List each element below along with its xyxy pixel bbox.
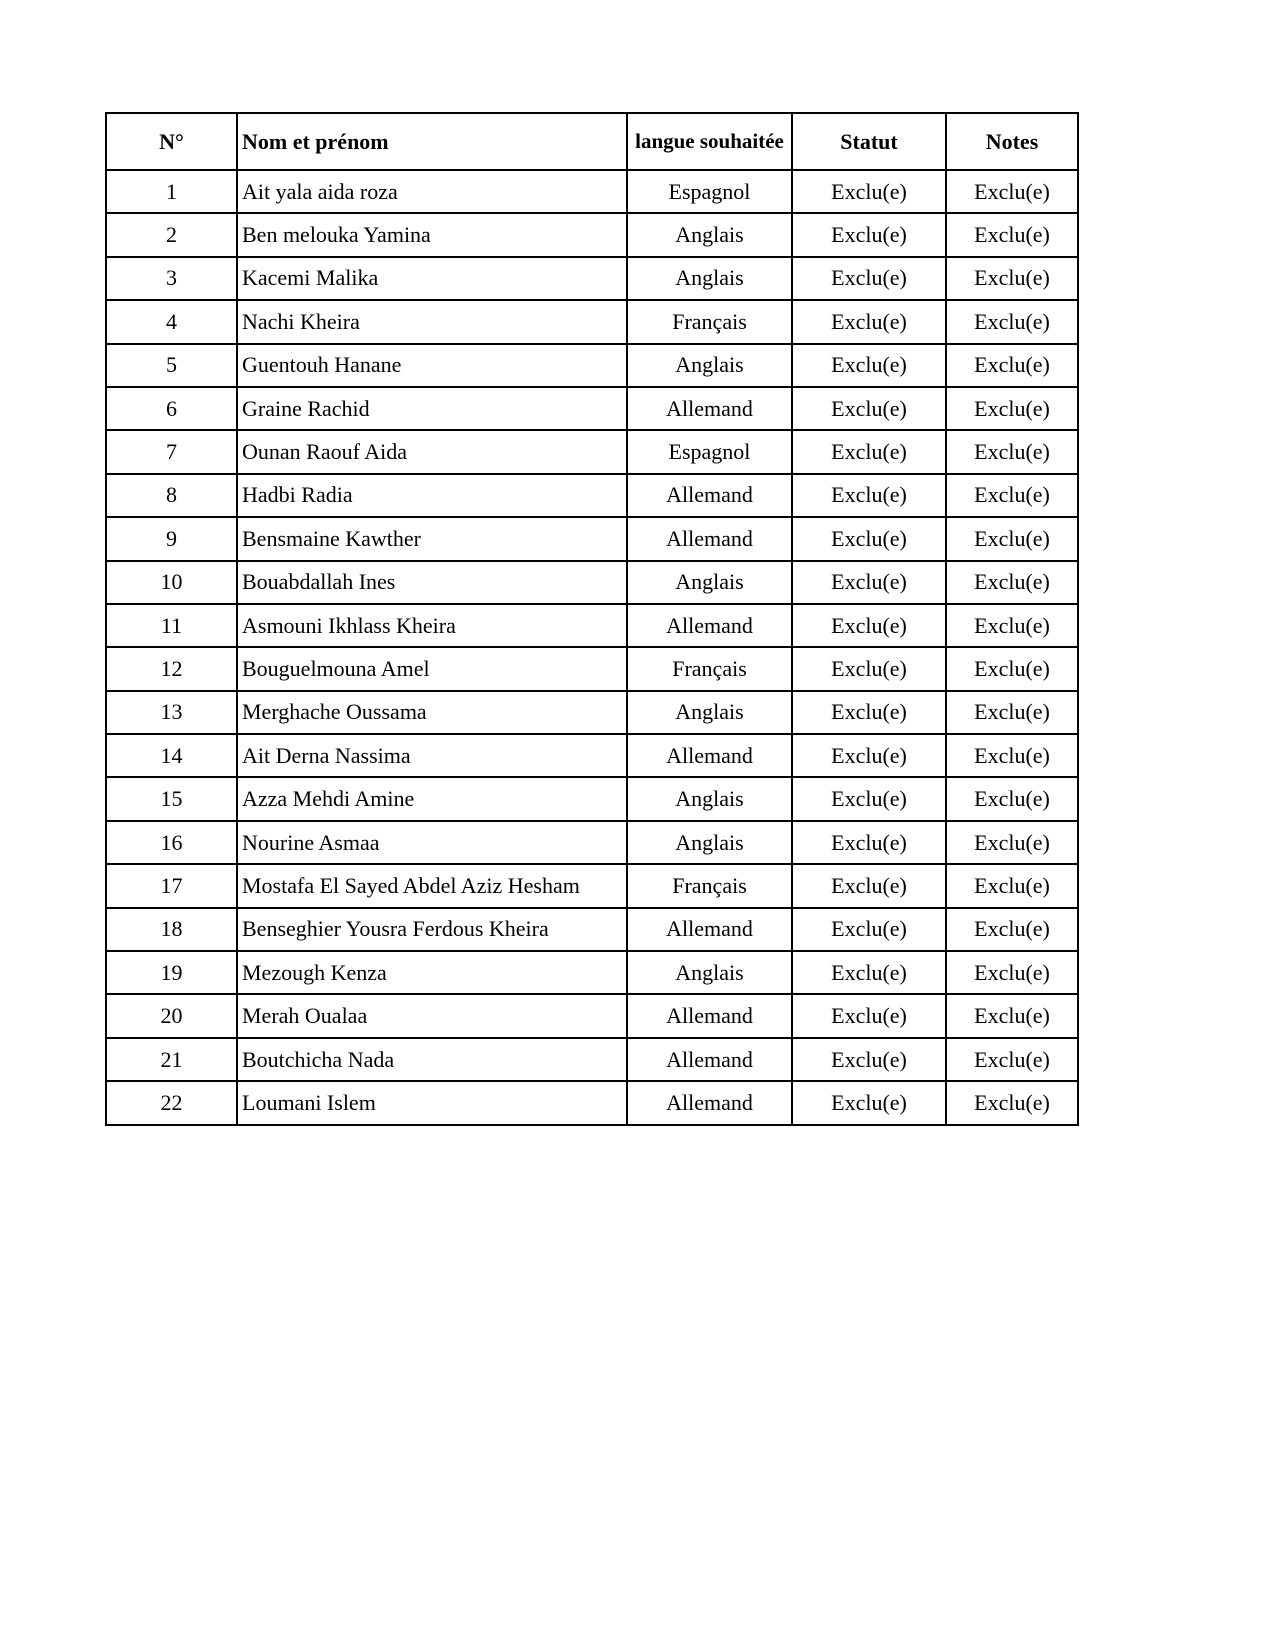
header-row [106,113,1078,170]
status-cell: Exclu(e) [792,908,946,951]
student-name-cell: Hadbi Radia [237,474,627,517]
status-cell: Exclu(e) [792,517,946,560]
table-row [106,951,1078,994]
table-row [106,908,1078,951]
student-name-cell: Graine Rachid [237,387,627,430]
notes-cell: Exclu(e) [946,257,1078,300]
language-cell: Espagnol [627,170,792,213]
language-cell: Anglais [627,777,792,820]
student-name-cell: Azza Mehdi Amine [237,777,627,820]
table-row [106,864,1078,907]
status-cell: Exclu(e) [792,344,946,387]
notes-cell: Exclu(e) [946,561,1078,604]
table-row [106,691,1078,734]
row-number-cell: 9 [106,517,237,560]
table-row [106,561,1078,604]
student-name-cell: Mostafa El Sayed Abdel Aziz Hesham [237,864,627,907]
table-row [106,994,1078,1037]
language-cell: Allemand [627,908,792,951]
status-cell: Exclu(e) [792,387,946,430]
notes-cell: Exclu(e) [946,734,1078,777]
language-cell: Allemand [627,474,792,517]
notes-cell: Exclu(e) [946,1081,1078,1124]
row-number-cell: 3 [106,257,237,300]
status-cell: Exclu(e) [792,864,946,907]
row-number-cell: 12 [106,647,237,690]
table-row [106,1038,1078,1081]
header-number: N° [106,113,237,170]
row-number-cell: 11 [106,604,237,647]
student-name-cell: Ait yala aida roza [237,170,627,213]
notes-cell: Exclu(e) [946,821,1078,864]
header-status: Statut [792,113,946,170]
language-cell: Anglais [627,344,792,387]
header-language: langue souhaitée [627,113,792,170]
notes-cell: Exclu(e) [946,647,1078,690]
row-number-cell: 4 [106,300,237,343]
notes-cell: Exclu(e) [946,344,1078,387]
table-row [106,300,1078,343]
table-row [106,213,1078,256]
notes-cell: Exclu(e) [946,908,1078,951]
table-row [106,474,1078,517]
language-cell: Anglais [627,213,792,256]
notes-cell: Exclu(e) [946,213,1078,256]
status-cell: Exclu(e) [792,561,946,604]
status-cell: Exclu(e) [792,604,946,647]
notes-cell: Exclu(e) [946,387,1078,430]
table-row [106,1081,1078,1124]
language-cell: Français [627,300,792,343]
table-row [106,430,1078,473]
language-cell: Allemand [627,1081,792,1124]
table-row [106,344,1078,387]
row-number-cell: 18 [106,908,237,951]
row-number-cell: 21 [106,1038,237,1081]
row-number-cell: 17 [106,864,237,907]
student-name-cell: Boutchicha Nada [237,1038,627,1081]
table-header [106,113,1078,170]
notes-cell: Exclu(e) [946,430,1078,473]
language-cell: Allemand [627,734,792,777]
status-cell: Exclu(e) [792,691,946,734]
row-number-cell: 22 [106,1081,237,1124]
student-name-cell: Nourine Asmaa [237,821,627,864]
language-cell: Espagnol [627,430,792,473]
student-name-cell: Nachi Kheira [237,300,627,343]
student-name-cell: Bouabdallah Ines [237,561,627,604]
status-cell: Exclu(e) [792,300,946,343]
student-name-cell: Ounan Raouf Aida [237,430,627,473]
notes-cell: Exclu(e) [946,1038,1078,1081]
language-cell: Anglais [627,951,792,994]
row-number-cell: 13 [106,691,237,734]
row-number-cell: 16 [106,821,237,864]
notes-cell: Exclu(e) [946,604,1078,647]
table-row [106,387,1078,430]
student-name-cell: Benseghier Yousra Ferdous Kheira [237,908,627,951]
status-cell: Exclu(e) [792,430,946,473]
notes-cell: Exclu(e) [946,474,1078,517]
status-cell: Exclu(e) [792,951,946,994]
status-cell: Exclu(e) [792,1081,946,1124]
row-number-cell: 2 [106,213,237,256]
table-row [106,604,1078,647]
row-number-cell: 20 [106,994,237,1037]
notes-cell: Exclu(e) [946,864,1078,907]
language-cell: Anglais [627,691,792,734]
row-number-cell: 14 [106,734,237,777]
status-cell: Exclu(e) [792,734,946,777]
student-name-cell: Bensmaine Kawther [237,517,627,560]
table-row [106,257,1078,300]
notes-cell: Exclu(e) [946,691,1078,734]
table-row [106,734,1078,777]
language-cell: Anglais [627,257,792,300]
notes-cell: Exclu(e) [946,994,1078,1037]
row-number-cell: 7 [106,430,237,473]
student-name-cell: Merah Oualaa [237,994,627,1037]
student-name-cell: Kacemi Malika [237,257,627,300]
row-number-cell: 8 [106,474,237,517]
table-row [106,170,1078,213]
student-name-cell: Loumani Islem [237,1081,627,1124]
table-row [106,777,1078,820]
status-cell: Exclu(e) [792,821,946,864]
row-number-cell: 10 [106,561,237,604]
language-cell: Allemand [627,517,792,560]
language-cell: Allemand [627,387,792,430]
status-cell: Exclu(e) [792,647,946,690]
student-name-cell: Merghache Oussama [237,691,627,734]
student-name-cell: Bouguelmouna Amel [237,647,627,690]
status-cell: Exclu(e) [792,474,946,517]
language-cell: Allemand [627,604,792,647]
language-cell: Allemand [627,994,792,1037]
status-cell: Exclu(e) [792,170,946,213]
table-row [106,821,1078,864]
student-name-cell: Guentouh Hanane [237,344,627,387]
row-number-cell: 19 [106,951,237,994]
student-name-cell: Ait Derna Nassima [237,734,627,777]
student-name-cell: Asmouni Ikhlass Kheira [237,604,627,647]
row-number-cell: 6 [106,387,237,430]
status-cell: Exclu(e) [792,994,946,1037]
header-notes: Notes [946,113,1078,170]
notes-cell: Exclu(e) [946,517,1078,560]
student-table [105,112,1079,1126]
status-cell: Exclu(e) [792,257,946,300]
table-body [106,170,1078,1125]
row-number-cell: 15 [106,777,237,820]
header-name: Nom et prénom [237,113,627,170]
status-cell: Exclu(e) [792,1038,946,1081]
row-number-cell: 1 [106,170,237,213]
language-cell: Allemand [627,1038,792,1081]
language-cell: Français [627,864,792,907]
notes-cell: Exclu(e) [946,777,1078,820]
language-cell: Français [627,647,792,690]
status-cell: Exclu(e) [792,213,946,256]
status-cell: Exclu(e) [792,777,946,820]
language-cell: Anglais [627,821,792,864]
language-cell: Anglais [627,561,792,604]
notes-cell: Exclu(e) [946,170,1078,213]
table-row [106,647,1078,690]
notes-cell: Exclu(e) [946,300,1078,343]
student-name-cell: Mezough Kenza [237,951,627,994]
row-number-cell: 5 [106,344,237,387]
student-name-cell: Ben melouka Yamina [237,213,627,256]
table-row [106,517,1078,560]
notes-cell: Exclu(e) [946,951,1078,994]
